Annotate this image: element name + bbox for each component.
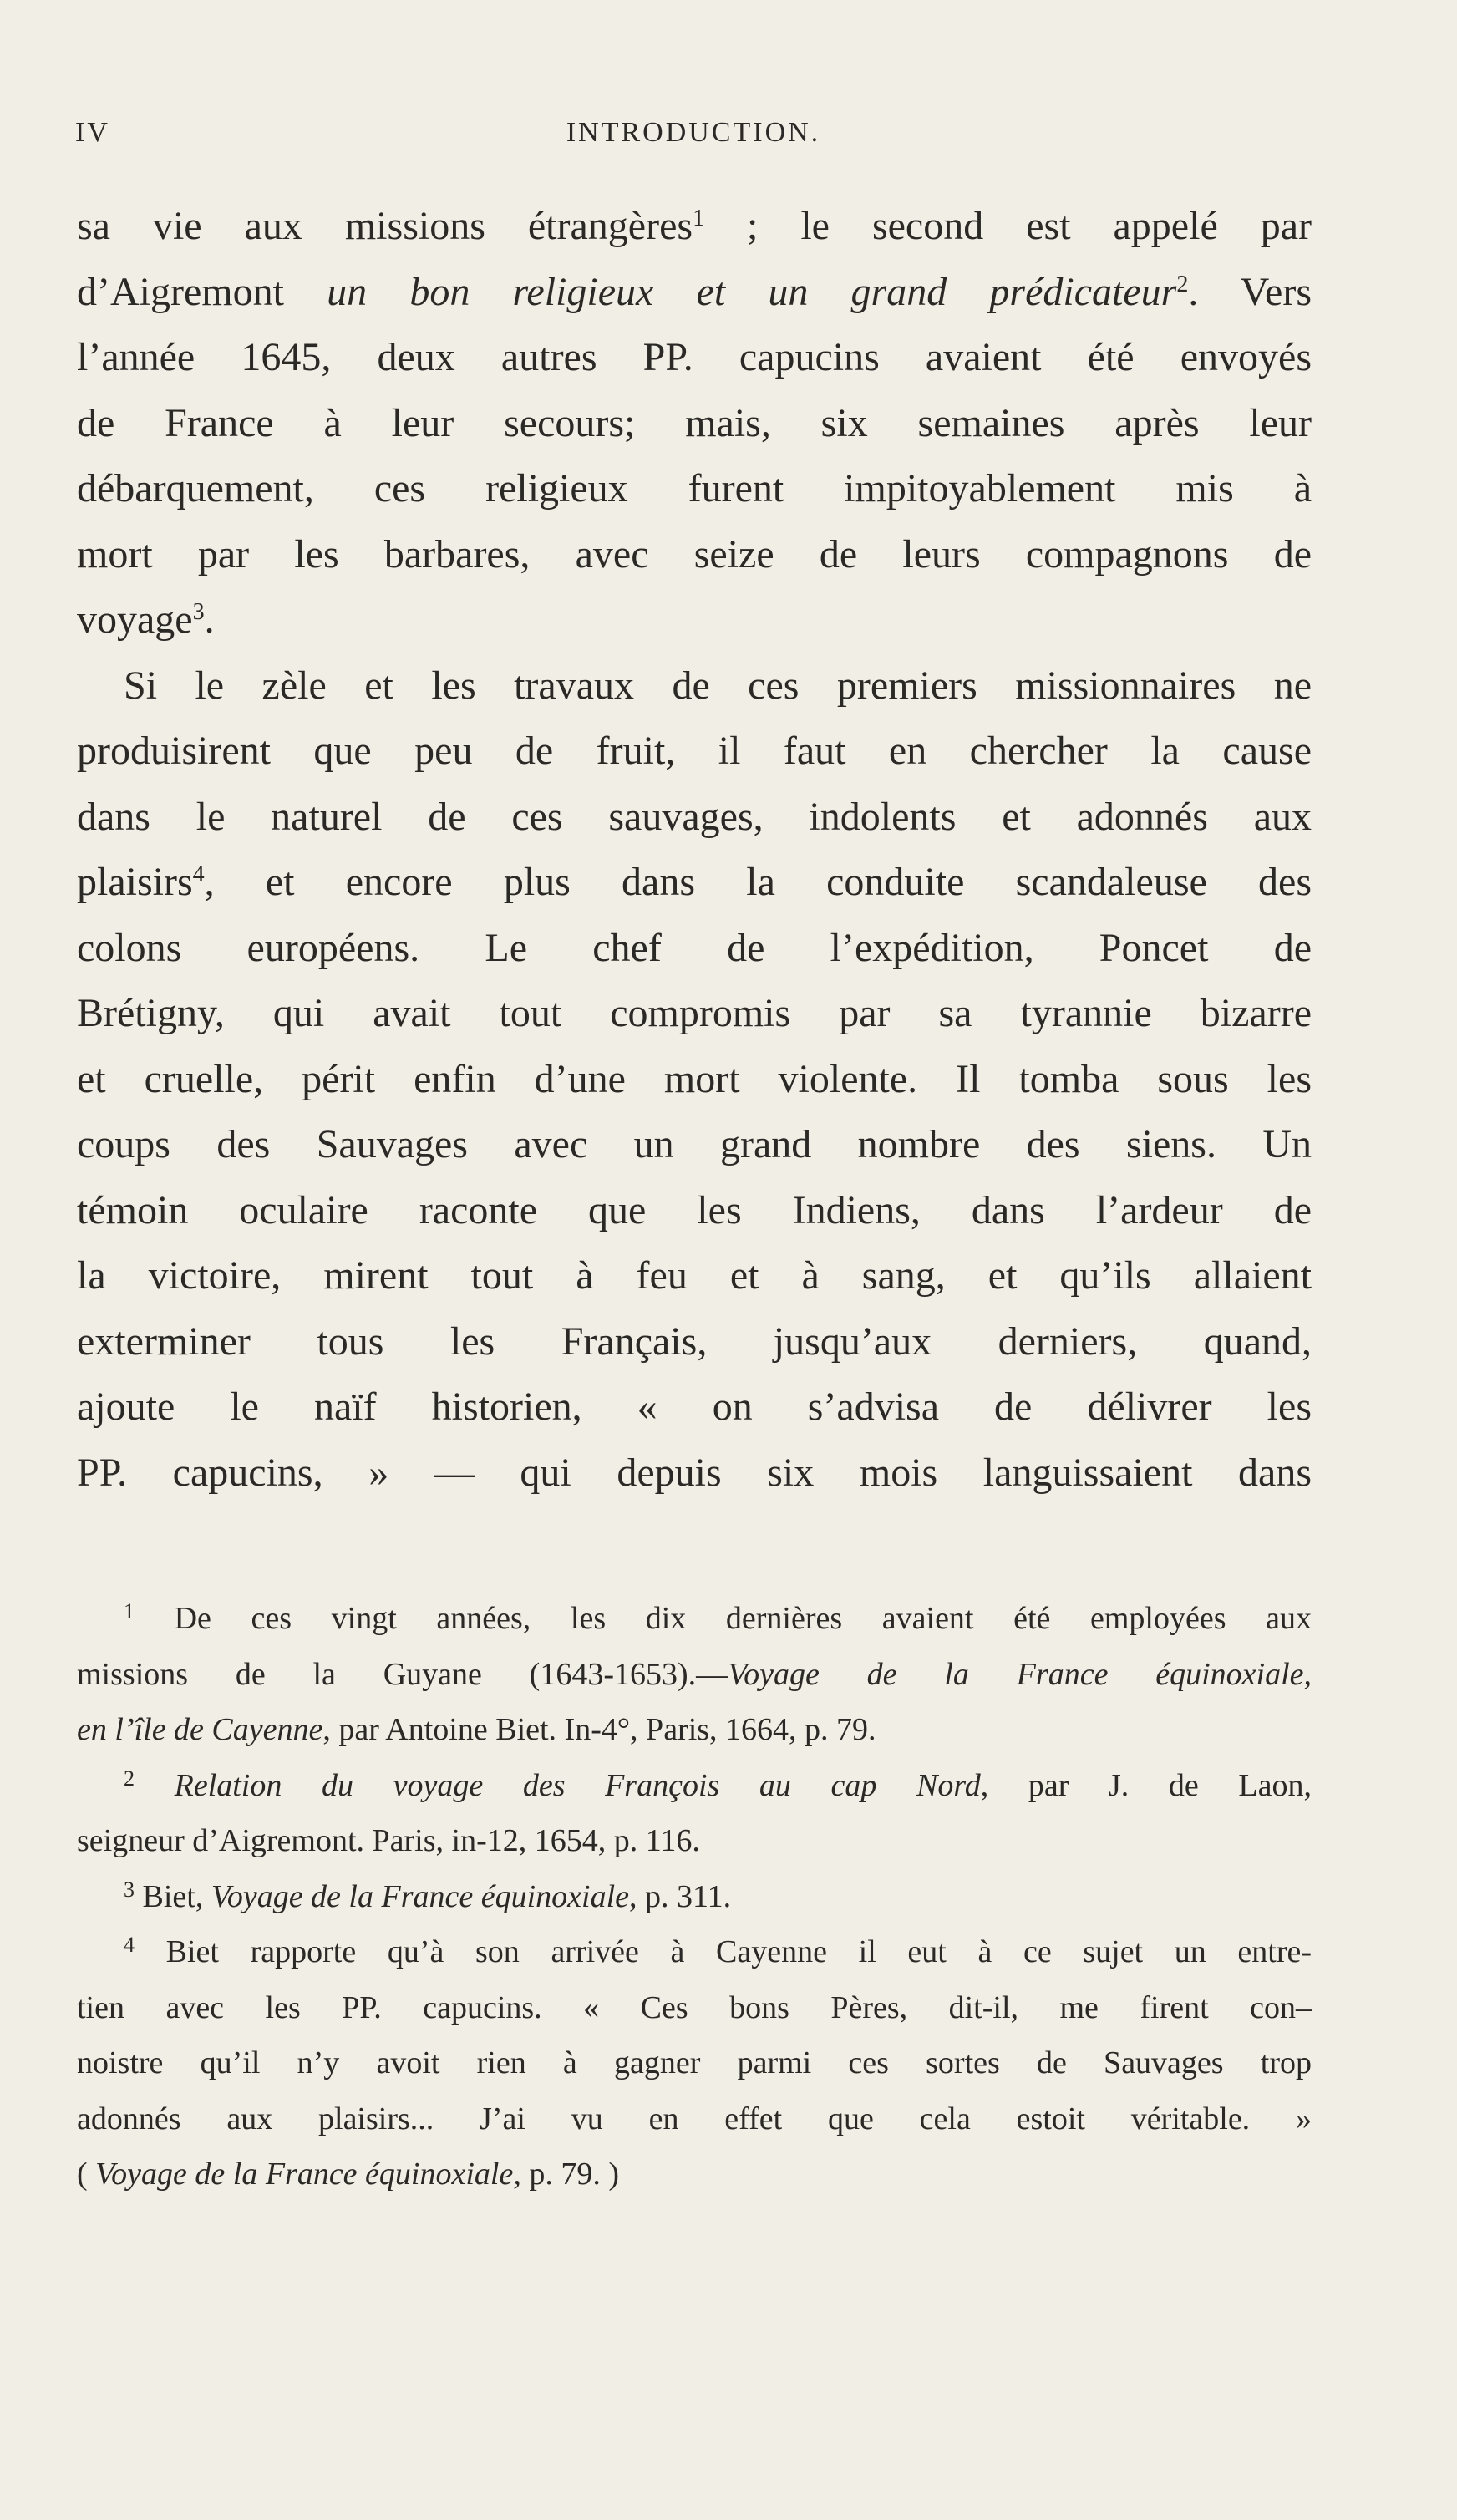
text-line: et cruelle, périt enfin d’une mort violente. Il tomba sous les xyxy=(77,1056,1312,1101)
body-text xyxy=(77,194,1312,1506)
footnote-line: ( Voyage de la France équinoxiale, p. 79. ) xyxy=(77,2157,619,2192)
footnote-line: noistre qu’il n’y avoit rien à gagner parmi ces sortes de Sauvages trop xyxy=(77,2045,1312,2081)
footnote-ref: 1 xyxy=(693,206,705,231)
footnote-line: missions de la Guyane (1643-1653).—Voyage de la France équinoxiale, xyxy=(77,1656,1312,1692)
footnote-3: $^3$ Biet, Voyage de la France équinoxiale, p. 311. xyxy=(124,1877,732,1914)
text-line: sa vie aux missions étrangères$^1$ ; le second est appelé par xyxy=(77,204,1312,248)
page-number: IV xyxy=(75,117,110,148)
text-line: témoin oculaire raconte que les Indiens, dans l’ardeur de xyxy=(77,1187,1312,1232)
paragraph-start: Si le zèle et les travaux de ces premiers missionnaires ne xyxy=(124,663,1312,708)
footnote-line: tien avec les PP. capucins. « Ces bons Pères, dit-il, me firent con– xyxy=(77,1989,1312,2025)
text-line: la victoire, mirent tout à feu et à sang, et qu’ils allaient xyxy=(77,1253,1312,1298)
text-line: d’Aigremont un bon religieux et un grand prédicateur$^2$. Vers xyxy=(77,269,1312,314)
footnote-ref: 2 xyxy=(1176,271,1189,297)
text-line: ajoute le naïf historien, « on s’advisa de délivrer les xyxy=(77,1384,1312,1429)
running-head xyxy=(75,117,1312,159)
running-title: INTRODUCTION. xyxy=(566,117,821,148)
text-line: PP. capucins, » — qui depuis six mois languissaient dans xyxy=(77,1450,1312,1495)
text-line: Brétigny, qui avait tout compromis par sa tyrannie bizarre xyxy=(77,991,1312,1035)
text-line: débarquement, ces religieux furent impitoyablement mis à xyxy=(77,466,1312,511)
text-line: dans le naturel de ces sauvages, indolents et adonnés aux xyxy=(77,794,1312,839)
footnote-line: seigneur d’Aigremont. Paris, in-12, 1654, p. 116. xyxy=(77,1823,700,1858)
footnote-1: $^1$ De ces vingt années, les dix dernières avaient été employées aux xyxy=(124,1599,1312,1636)
text-line: plaisirs$^4$, et encore plus dans la conduite scandaleuse des xyxy=(77,860,1312,904)
text-line: coups des Sauvages avec un grand nombre des siens. Un xyxy=(77,1122,1312,1166)
text-line: l’année 1645, deux autres PP. capucins avaient été envoyés xyxy=(77,335,1312,379)
text-line: voyage$^3$. xyxy=(77,597,215,642)
footnote-4: $^4$ Biet rapporte qu’à son arrivée à Cayenne il eut à ce sujet un entre- xyxy=(124,1933,1312,1969)
text-line: exterminer tous les Français, jusqu’aux derniers, quand, xyxy=(77,1318,1312,1364)
text-line: colons européens. Le chef de l’expédition, Poncet de xyxy=(77,925,1312,970)
text-line: produisirent que peu de fruit, il faut en chercher la cause xyxy=(77,729,1312,773)
footnotes xyxy=(77,1591,1312,2202)
footnote-line: adonnés aux plaisirs... J’ai vu en effet que cela estoit véritable. » xyxy=(77,2101,1312,2136)
footnote-2: $^2$ Relation du voyage des François au cap Nord, par J. de Laon, xyxy=(124,1766,1312,1803)
footnote-ref: 4 xyxy=(192,861,205,887)
text-line: de France à leur secours; mais, six semaines après leur xyxy=(77,400,1312,445)
footnote-line: en l’île de Cayenne, par Antoine Biet. In-4°, Paris, 1664, p. 79. xyxy=(77,1712,876,1747)
text-line: mort par les barbares, avec seize de leurs compagnons de xyxy=(77,531,1312,577)
footnote-ref: 3 xyxy=(192,599,205,625)
